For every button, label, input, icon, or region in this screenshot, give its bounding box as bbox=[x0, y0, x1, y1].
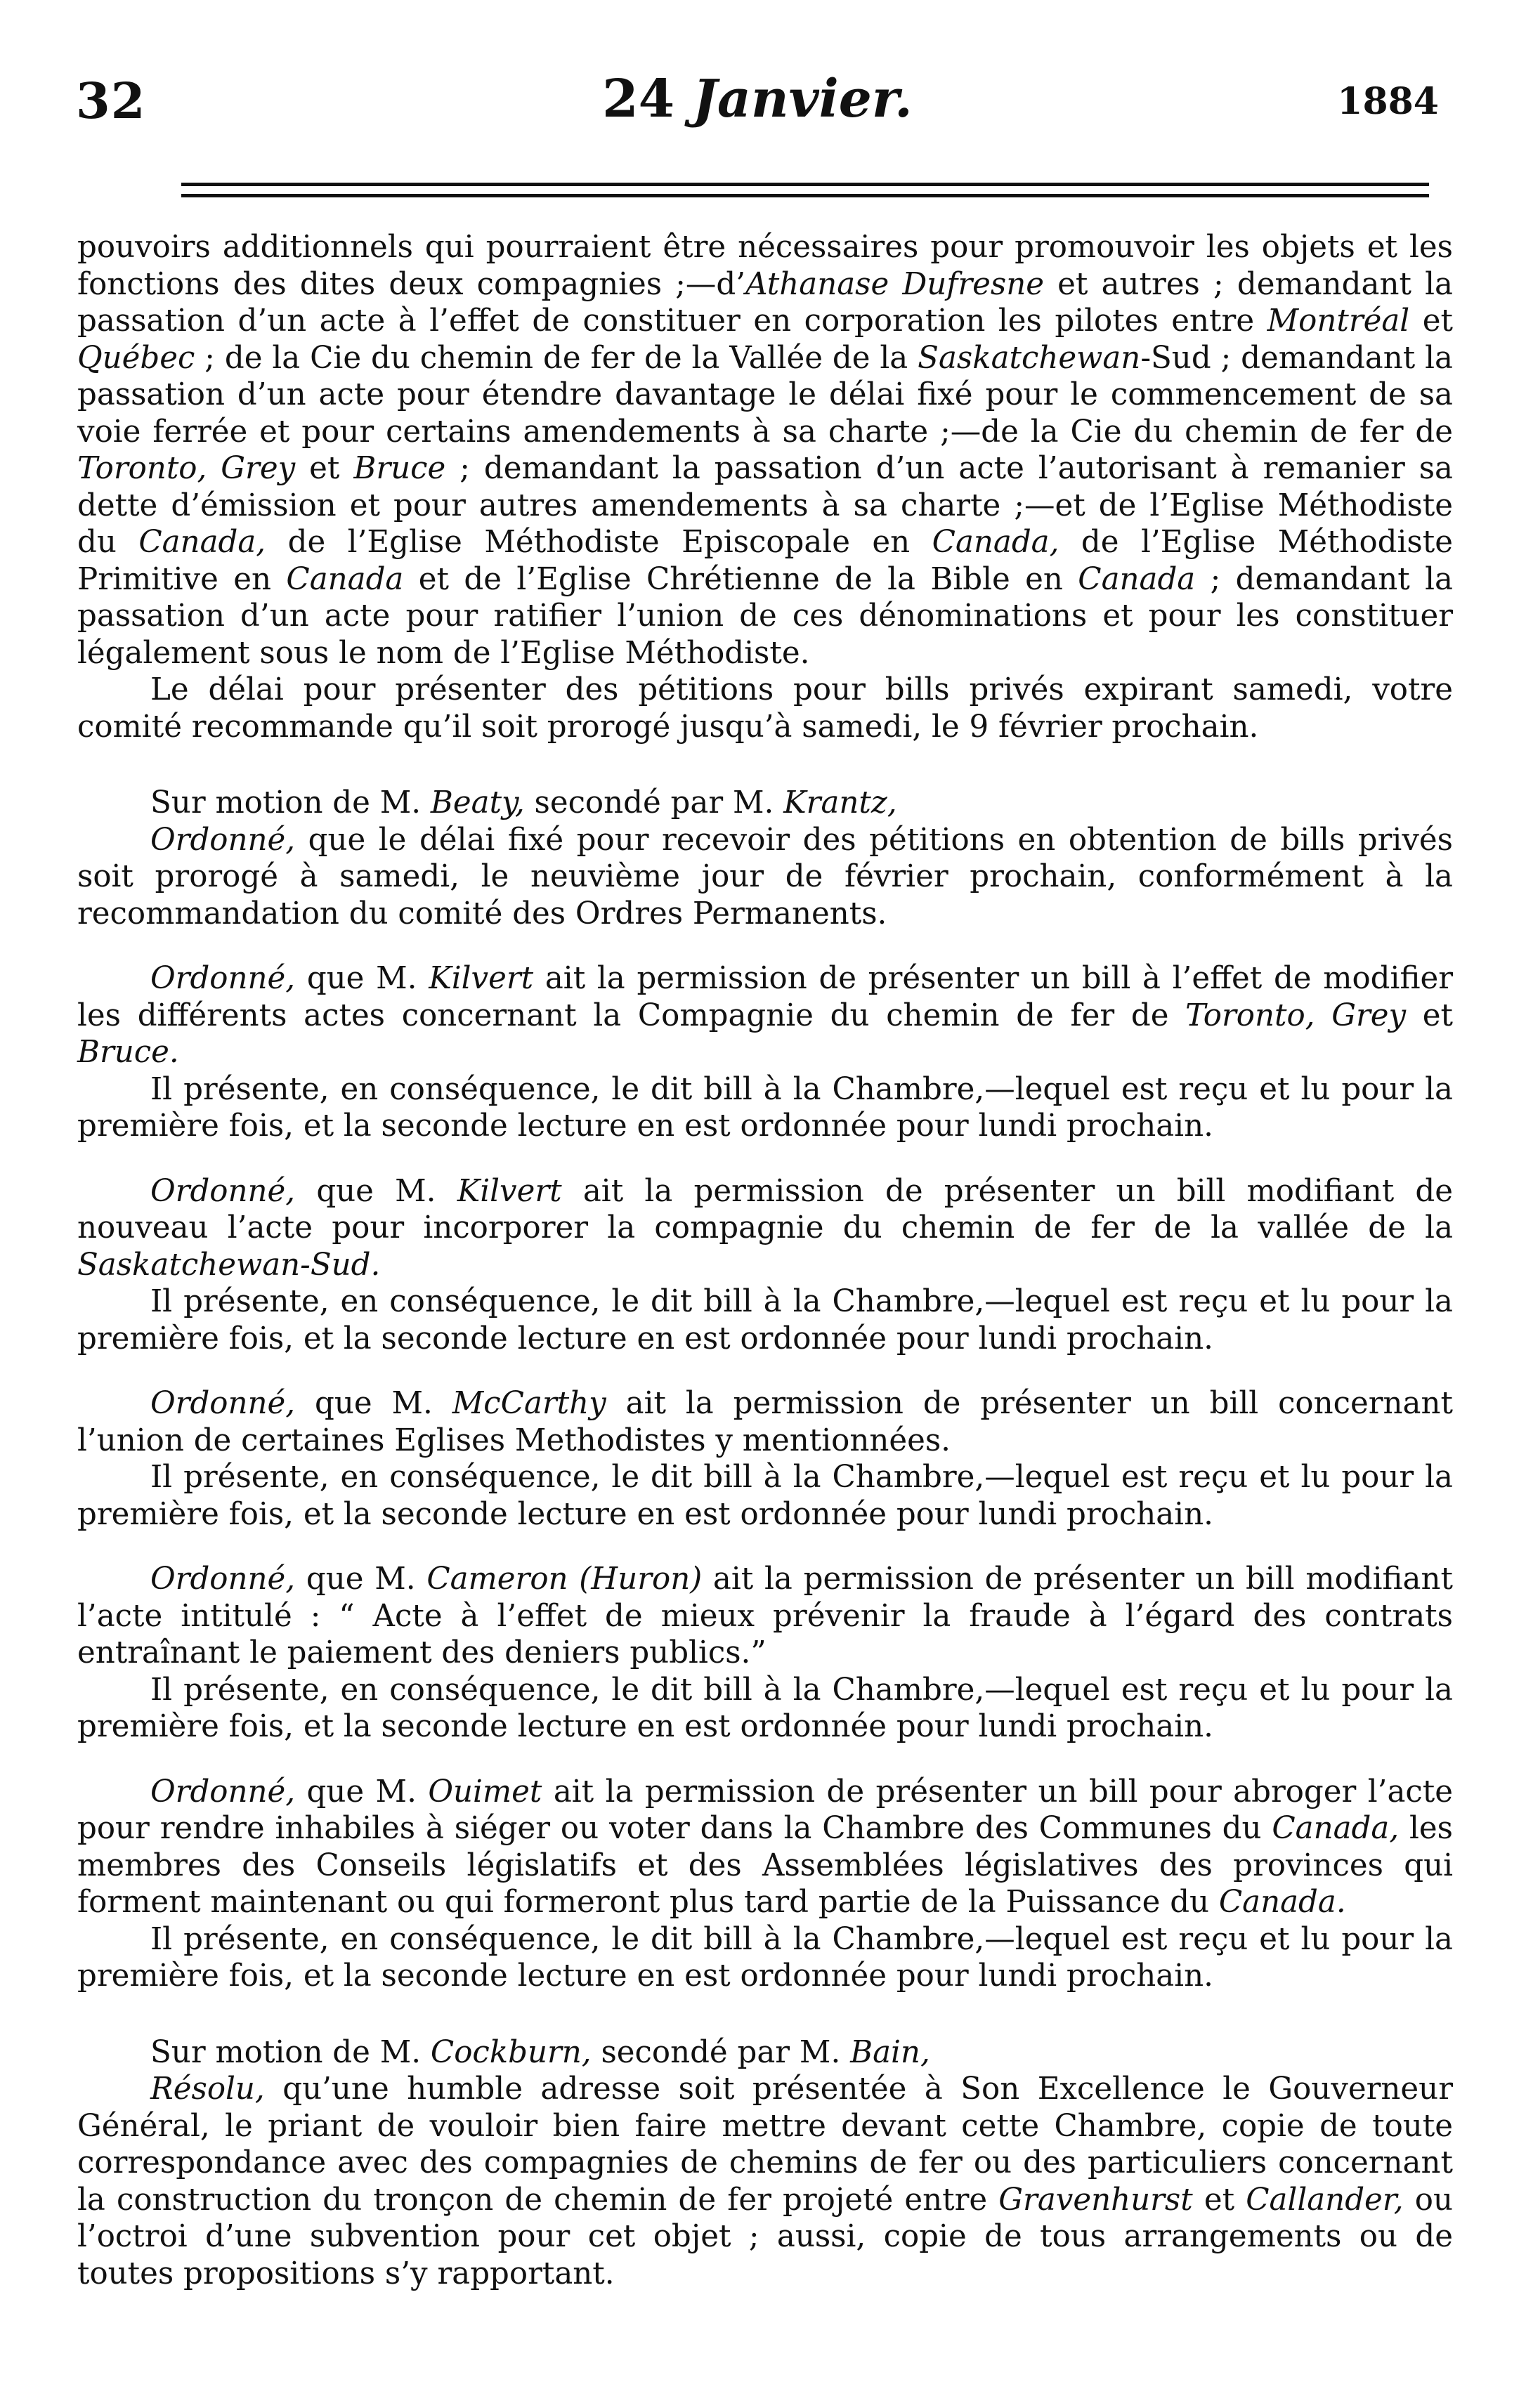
header-rule-top bbox=[181, 183, 1429, 186]
order-ouimet-bill: Ordonné, que M. Ouimet ait la permission de présenter un bill pour abroger l’acte pour rendre inhabiles à siéger ou voter dans la Chambre des Communes du Canada, les membres des Conseils législatifs et des Assemblées législatives des provinces qui forment maintenant ou qui formeront plus tard partie de la Puissance du Canada. bbox=[77, 1774, 1453, 1920]
first-reading-notice: Il présente, en conséquence, le dit bill à la Chambre,—lequel est reçu et lu pour la première fois, et la seconde lecture en est ordonnée pour lundi prochain. bbox=[77, 1921, 1453, 1994]
page-number: 32 bbox=[76, 72, 146, 130]
petitions-report-paragraph: pouvoirs additionnels qui pourraient être nécessaires pour promouvoir les objets et les fonctions des dites deux compagnies ;—d’Athanase Dufresne et autres ; demandant la passation d’un acte à l’effet de constituer en corporation les pilotes entre Montréal et Québec ; de la Cie du chemin de fer de la Vallée de la Saskatchewan-Sud ; demandant la passation d’un acte pour étendre davantage le délai fixé pour le commencement de sa voie ferrée et pour certains amendements à sa charte ;—de la Cie du chemin de fer de Toronto, Grey et Bruce ; demandant la passation d’un acte l’autorisant à remanier sa dette d’émission et pour autres amendements à sa charte ;—et de l’Eglise Méthodiste du Canada, de l’Eglise Méthodiste Episcopale en Canada, de l’Eglise Méthodiste Primitive en Canada et de l’Eglise Chrétienne de la Bible en Canada ; demandant la passation d’un acte pour ratifier l’union de ces dénominations et pour les constituer légalement sous le nom de l’Eglise Méthodiste. bbox=[77, 230, 1453, 671]
motion-cockburn-bain: Sur motion de M. Cockburn, secondé par M. Bain, bbox=[150, 2034, 930, 2070]
order-cameron-bill: Ordonné, que M. Cameron (Huron) ait la permission de présenter un bill modifiant l’acte intitulé : “ Acte à l’effet de mieux prévenir la fraude à l’égard des contrats entraînant le paiement des deniers publics.” bbox=[77, 1562, 1453, 1670]
date-day: 24 bbox=[602, 69, 675, 129]
order-kilvert-saskatchewan-bill: Ordonné, que M. Kilvert ait la permission de présenter un bill modifiant de nouveau l’acte pour incorporer la compagnie du chemin de fer de la vallée de la Saskatchewan-Sud. bbox=[77, 1173, 1453, 1283]
order-deadline-extension: Ordonné, que le délai fixé pour recevoir des pétitions en obtention de bills privés soit prorogé à samedi, le neuvième jour de février prochain, conformément à la recommandation du comité des Ordres Permanents. bbox=[77, 822, 1453, 931]
deadline-recommendation-paragraph: Le délai pour présenter des pétitions pour bills privés expirant samedi, votre comité recommande qu’il soit prorogé jusqu’à samedi, le 9 février prochain. bbox=[77, 672, 1453, 745]
running-date bbox=[76, 69, 1439, 129]
date-month: Janvier. bbox=[692, 69, 913, 129]
page-year: 1884 bbox=[1337, 80, 1439, 123]
first-reading-notice: Il présente, en conséquence, le dit bill à la Chambre,—lequel est reçu et lu pour la première fois, et la seconde lecture en est ordonnée pour lundi prochain. bbox=[77, 1071, 1453, 1144]
first-reading-notice: Il présente, en conséquence, le dit bill à la Chambre,—lequel est reçu et lu pour la première fois, et la seconde lecture en est ordonnée pour lundi prochain. bbox=[77, 1672, 1453, 1744]
header-rule-bottom bbox=[181, 194, 1429, 197]
order-kilvert-toronto-bill: Ordonné, que M. Kilvert ait la permission de présenter un bill à l’effet de modifier les différents actes concernant la Compagnie du chemin de fer de Toronto, Grey et Bruce. bbox=[77, 961, 1453, 1070]
page-body bbox=[77, 229, 1453, 2292]
first-reading-notice: Il présente, en conséquence, le dit bill à la Chambre,—lequel est reçu et lu pour la première fois, et la seconde lecture en est ordonnée pour lundi prochain. bbox=[77, 1284, 1453, 1356]
motion-beaty-krantz: Sur motion de M. Beaty, secondé par M. Krantz, bbox=[150, 785, 897, 820]
resolution-address-paragraph: Résolu, qu’une humble adresse soit présentée à Son Excellence le Gouverneur Général, le priant de vouloir bien faire mettre devant cette Chambre, copie de toute correspondance avec des compagnies de chemins de fer ou des particuliers concernant la construction du tronçon de chemin de fer projeté entre Gravenhurst et Callander, ou l’octroi d’une subvention pour cet objet ; aussi, copie de tous arrangements ou de toutes propositions s’y rapportant. bbox=[77, 2072, 1453, 2291]
order-mccarthy-bill: Ordonné, que M. McCarthy ait la permission de présenter un bill concernant l’union de certaines Eglises Methodistes y mentionnées. bbox=[77, 1386, 1453, 1458]
page-header bbox=[76, 65, 1439, 142]
first-reading-notice: Il présente, en conséquence, le dit bill à la Chambre,—lequel est reçu et lu pour la première fois, et la seconde lecture en est ordonnée pour lundi prochain. bbox=[77, 1460, 1453, 1532]
